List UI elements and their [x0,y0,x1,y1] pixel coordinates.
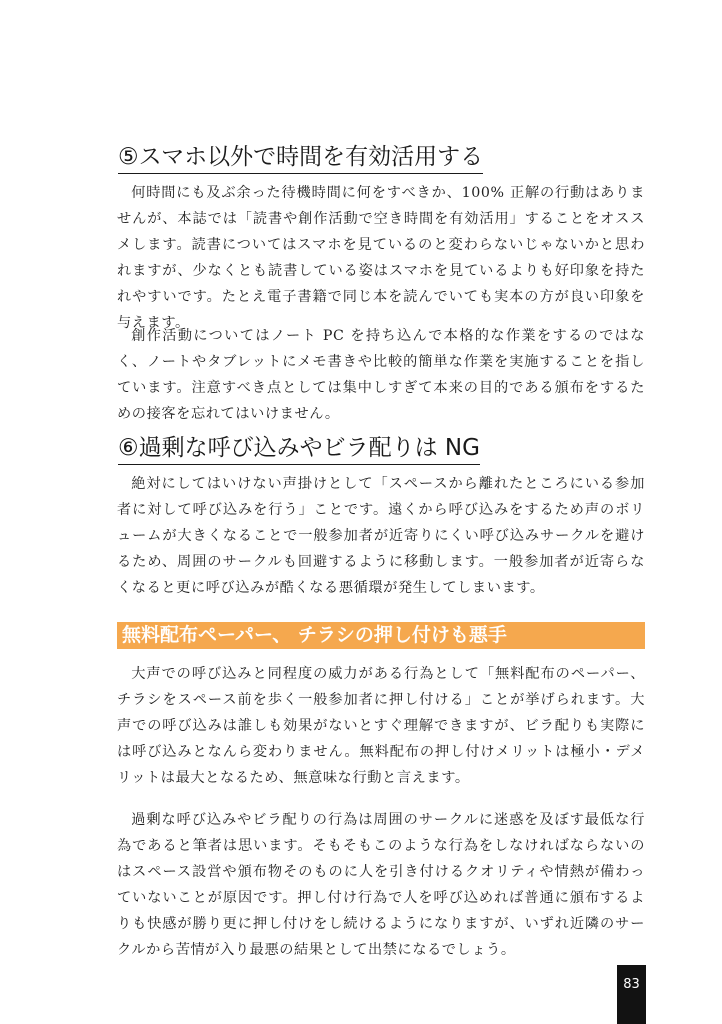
paragraph-2: 創作活動についてはノート PC を持ち込んで本格的な作業をするのではなく、ノートやタブレットにメモ書きや比較的簡単な作業を実施することを指しています。注意すべき点としては集中しすぎて本来の目的である頒布をするための接客を忘れてはいけません。 [117,328,645,422]
page-number: 83 [623,977,640,992]
paragraph-4: 大声での呼び込みと同程度の威力がある行為として「無料配布のペーパー、チラシをスペース前を歩く一般参加者に押し付ける」ことが挙げられます。大声での呼び込みは誰しも効果がないとすぐ理解できますが、ビラ配りも実際には呼び込みとなんら変わりません。無料配布の押し付けメリットは極小・デメリットは最大となるため、無意味な行動と言えます。 [117,666,645,786]
section-bar-heading: 無料配布ペーパー、 チラシの押し付けも悪手 [117,622,645,649]
page-number-tab [617,965,646,1024]
paragraph-5: 過剰な呼び込みやビラ配りの行為は周囲のサークルに迷惑を及ぼす最低な行為であると筆者は思います。そもそもこのような行為をしなければならないのはスペース設営や頒布物そのものに人を引き付けるクオリティや情熱が備わっていないことが原因です。押し付け行為で人を呼び込めれば普通に頒布するよりも快感が勝り更に押し付けをし続けるようになりますが、いずれ近隣のサークルから苦情が入り最悪の結果として出禁になるでしょう。 [117,812,645,958]
paragraph-1: 何時間にも及ぶ余った待機時間に何をすべきか、100% 正解の行動はありませんが、本誌では「読書や創作活動で空き時間を有効活用」することをオススメします。読書についてはスマホを見ているのと変わらないじゃないかと思われますが、少なくとも読書している姿はスマホを見ているよりも好印象を持たれやすいです。たとえ電子書籍で同じ本を読んでいても実本の方が良い印象を与えます。 [117,185,645,331]
section-heading-5-text: ⑤スマホ以外で時間を有効活用する [118,142,483,174]
section-heading-6 [118,433,480,465]
paragraph-3: 絶対にしてはいけない声掛けとして「スペースから離れたところにいる参加者に対して呼び込みを行う」ことです。遠くから呼び込みをするため声のボリュームが大きくなることで一般参加者が近寄りにくい呼び込みサークルを避けるため、周囲のサークルも回避するように移動します。一般参加者が近寄らなくなると更に呼び込みが酷くなる悪循環が発生してしまいます。 [117,476,645,596]
section-heading-6-text: ⑥過剰な呼び込みやビラ配りは NG [118,433,480,465]
section-heading-5 [118,142,483,174]
